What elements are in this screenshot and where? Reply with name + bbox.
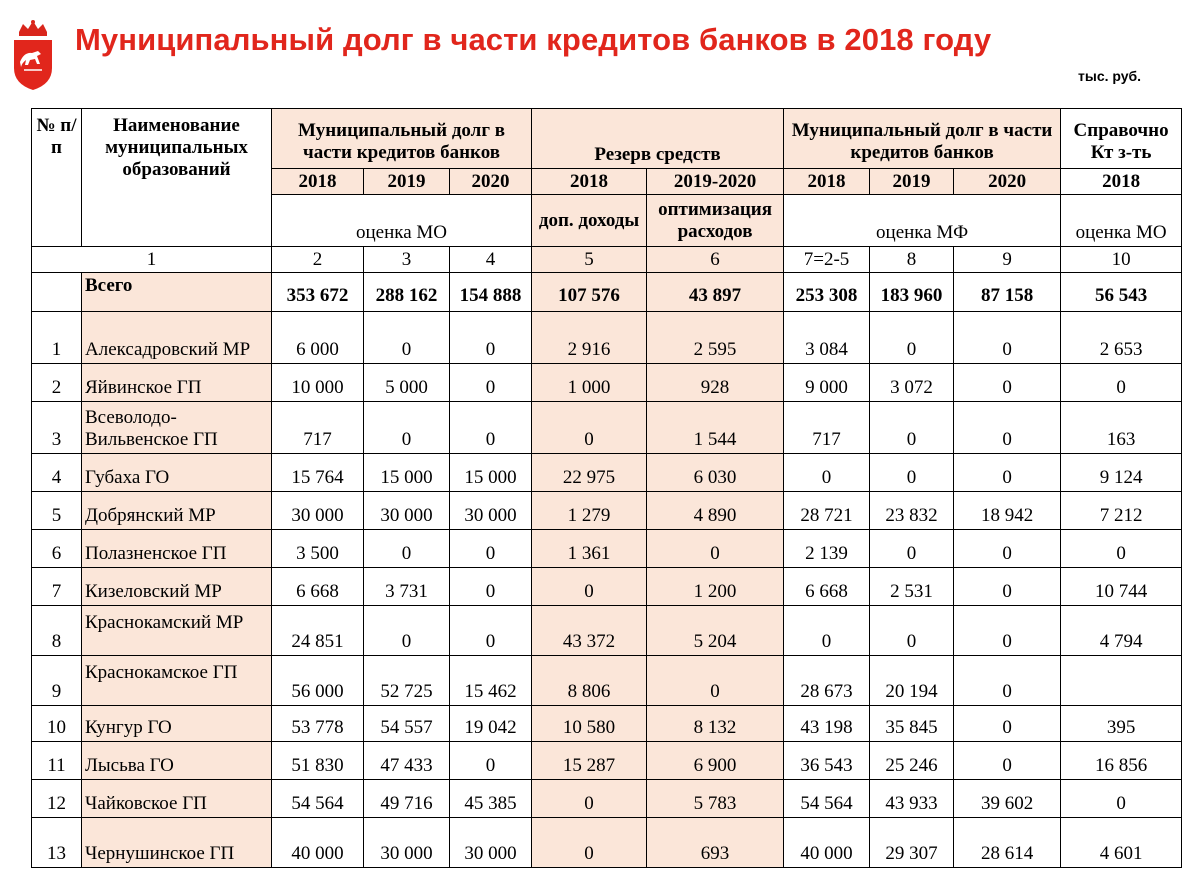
municipality-name: Кунгур ГО bbox=[82, 706, 272, 742]
year-cell: 2018 bbox=[532, 169, 647, 195]
value-cell: 5 783 bbox=[647, 780, 784, 818]
municipality-name: Губаха ГО bbox=[82, 454, 272, 492]
value-cell: 0 bbox=[954, 530, 1061, 568]
value-cell: 6 668 bbox=[272, 568, 364, 606]
table-row bbox=[32, 364, 1182, 402]
value-cell: 717 bbox=[784, 402, 870, 454]
value-cell: 22 975 bbox=[532, 454, 647, 492]
total-value: 183 960 bbox=[870, 273, 954, 312]
value-cell: 9 000 bbox=[784, 364, 870, 402]
coat-of-arms-emblem bbox=[10, 18, 56, 92]
table-row bbox=[32, 818, 1182, 868]
value-cell: 0 bbox=[450, 312, 532, 364]
value-cell: 0 bbox=[954, 706, 1061, 742]
value-cell: 928 bbox=[647, 364, 784, 402]
value-cell: 47 433 bbox=[364, 742, 450, 780]
value-cell: 0 bbox=[450, 402, 532, 454]
row-number: 10 bbox=[32, 706, 82, 742]
subheader-mo-estimate: оценка МО bbox=[1061, 195, 1182, 247]
value-cell: 0 bbox=[364, 402, 450, 454]
row-number: 3 bbox=[32, 402, 82, 454]
value-cell: 2 595 bbox=[647, 312, 784, 364]
page-title: Муниципальный долг в части кредитов банков в 2018 году bbox=[75, 22, 992, 57]
row-number: 1 bbox=[32, 312, 82, 364]
value-cell: 0 bbox=[870, 454, 954, 492]
value-cell: 0 bbox=[784, 606, 870, 656]
municipality-name: Чайковское ГП bbox=[82, 780, 272, 818]
year-cell: 2020 bbox=[450, 169, 532, 195]
value-cell: 8 132 bbox=[647, 706, 784, 742]
subheader-mo-estimate: оценка МО bbox=[272, 195, 532, 247]
municipality-name: Краснокамский МР bbox=[82, 606, 272, 656]
value-cell: 4 601 bbox=[1061, 818, 1182, 868]
table-row bbox=[32, 402, 1182, 454]
table-row bbox=[32, 606, 1182, 656]
value-cell: 0 bbox=[784, 454, 870, 492]
subheader-extra-income: доп. доходы bbox=[532, 195, 647, 247]
table-row bbox=[32, 492, 1182, 530]
value-cell: 10 000 bbox=[272, 364, 364, 402]
subheader-optimization: оптимизация расходов bbox=[647, 195, 784, 247]
table-row bbox=[32, 454, 1182, 492]
value-cell: 0 bbox=[647, 656, 784, 706]
value-cell: 10 580 bbox=[532, 706, 647, 742]
value-cell: 0 bbox=[450, 742, 532, 780]
municipality-name: Чернушинское ГП bbox=[82, 818, 272, 868]
value-cell: 16 856 bbox=[1061, 742, 1182, 780]
value-cell: 52 725 bbox=[364, 656, 450, 706]
column-index: 3 bbox=[364, 247, 450, 273]
value-cell: 28 673 bbox=[784, 656, 870, 706]
column-index: 10 bbox=[1061, 247, 1182, 273]
value-cell: 0 bbox=[450, 364, 532, 402]
total-value: 56 543 bbox=[1061, 273, 1182, 312]
column-index: 4 bbox=[450, 247, 532, 273]
value-cell: 6 000 bbox=[272, 312, 364, 364]
header-name: Наименование муниципальных образований bbox=[82, 109, 272, 247]
value-cell: 0 bbox=[364, 312, 450, 364]
municipality-name: Кизеловский МР bbox=[82, 568, 272, 606]
value-cell: 25 246 bbox=[870, 742, 954, 780]
value-cell: 8 806 bbox=[532, 656, 647, 706]
value-cell: 3 731 bbox=[364, 568, 450, 606]
value-cell: 2 653 bbox=[1061, 312, 1182, 364]
value-cell: 36 543 bbox=[784, 742, 870, 780]
value-cell: 23 832 bbox=[870, 492, 954, 530]
row-number: 5 bbox=[32, 492, 82, 530]
value-cell: 395 bbox=[1061, 706, 1182, 742]
value-cell: 20 194 bbox=[870, 656, 954, 706]
total-value: 154 888 bbox=[450, 273, 532, 312]
municipality-name: Всеволодо-Вильвенское ГП bbox=[82, 402, 272, 454]
year-cell: 2019 bbox=[870, 169, 954, 195]
value-cell: 15 000 bbox=[450, 454, 532, 492]
value-cell: 4 794 bbox=[1061, 606, 1182, 656]
value-cell: 40 000 bbox=[784, 818, 870, 868]
value-cell: 0 bbox=[647, 530, 784, 568]
column-index: 6 bbox=[647, 247, 784, 273]
value-cell: 54 557 bbox=[364, 706, 450, 742]
column-index: 8 bbox=[870, 247, 954, 273]
value-cell: 30 000 bbox=[450, 818, 532, 868]
value-cell: 54 564 bbox=[784, 780, 870, 818]
year-cell: 2018 bbox=[784, 169, 870, 195]
row-number: 9 bbox=[32, 656, 82, 706]
value-cell: 6 900 bbox=[647, 742, 784, 780]
value-cell: 43 933 bbox=[870, 780, 954, 818]
municipality-name: Лысьва ГО bbox=[82, 742, 272, 780]
debt-table bbox=[31, 108, 1182, 868]
table-row bbox=[32, 312, 1182, 364]
value-cell: 0 bbox=[954, 454, 1061, 492]
municipality-name: Добрянский МР bbox=[82, 492, 272, 530]
value-cell: 43 372 bbox=[532, 606, 647, 656]
value-cell: 1 544 bbox=[647, 402, 784, 454]
value-cell: 30 000 bbox=[272, 492, 364, 530]
subheader-mf-estimate: оценка МФ bbox=[784, 195, 1061, 247]
total-value: 253 308 bbox=[784, 273, 870, 312]
total-value: 87 158 bbox=[954, 273, 1061, 312]
column-index: 5 bbox=[532, 247, 647, 273]
column-index: 9 bbox=[954, 247, 1061, 273]
value-cell: 0 bbox=[532, 402, 647, 454]
value-cell: 3 072 bbox=[870, 364, 954, 402]
value-cell: 30 000 bbox=[364, 492, 450, 530]
column-index: 2 bbox=[272, 247, 364, 273]
value-cell: 2 139 bbox=[784, 530, 870, 568]
row-number: 2 bbox=[32, 364, 82, 402]
table-row bbox=[32, 742, 1182, 780]
value-cell: 717 bbox=[272, 402, 364, 454]
value-cell: 15 287 bbox=[532, 742, 647, 780]
value-cell: 0 bbox=[954, 742, 1061, 780]
value-cell: 0 bbox=[450, 606, 532, 656]
value-cell: 0 bbox=[954, 402, 1061, 454]
table-row bbox=[32, 530, 1182, 568]
value-cell bbox=[1061, 656, 1182, 706]
table-row bbox=[32, 780, 1182, 818]
value-cell: 53 778 bbox=[272, 706, 364, 742]
value-cell: 15 462 bbox=[450, 656, 532, 706]
row-number: 6 bbox=[32, 530, 82, 568]
value-cell: 51 830 bbox=[272, 742, 364, 780]
value-cell: 1 200 bbox=[647, 568, 784, 606]
value-cell: 0 bbox=[450, 530, 532, 568]
value-cell: 24 851 bbox=[272, 606, 364, 656]
value-cell: 0 bbox=[870, 530, 954, 568]
header-debt-mo: Муниципальный долг в части кредитов банков bbox=[272, 109, 532, 169]
value-cell: 0 bbox=[1061, 530, 1182, 568]
row-number: 4 bbox=[32, 454, 82, 492]
total-value: 43 897 bbox=[647, 273, 784, 312]
total-value: 353 672 bbox=[272, 273, 364, 312]
header-debt-mf: Муниципальный долг в части кредитов банков bbox=[784, 109, 1061, 169]
value-cell: 10 744 bbox=[1061, 568, 1182, 606]
value-cell: 7 212 bbox=[1061, 492, 1182, 530]
value-cell: 0 bbox=[364, 530, 450, 568]
value-cell: 0 bbox=[532, 780, 647, 818]
value-cell: 0 bbox=[870, 606, 954, 656]
year-cell: 2020 bbox=[954, 169, 1061, 195]
units-label: тыс. руб. bbox=[1078, 68, 1142, 84]
value-cell: 18 942 bbox=[954, 492, 1061, 530]
value-cell: 5 204 bbox=[647, 606, 784, 656]
year-cell: 2018 bbox=[1061, 169, 1182, 195]
year-cell: 2018 bbox=[272, 169, 364, 195]
value-cell: 49 716 bbox=[364, 780, 450, 818]
year-cell: 2019 bbox=[364, 169, 450, 195]
column-index: 7=2-5 bbox=[784, 247, 870, 273]
value-cell: 4 890 bbox=[647, 492, 784, 530]
value-cell: 1 279 bbox=[532, 492, 647, 530]
row-number: 8 bbox=[32, 606, 82, 656]
value-cell: 0 bbox=[532, 818, 647, 868]
row-number: 7 bbox=[32, 568, 82, 606]
year-cell: 2019-2020 bbox=[647, 169, 784, 195]
value-cell: 0 bbox=[870, 402, 954, 454]
municipality-name: Краснокамское ГП bbox=[82, 656, 272, 706]
header-reference: Справочно Кт з-ть bbox=[1061, 109, 1182, 169]
value-cell: 54 564 bbox=[272, 780, 364, 818]
total-value: 107 576 bbox=[532, 273, 647, 312]
total-row bbox=[32, 273, 1182, 312]
municipality-name: Алексадровский МР bbox=[82, 312, 272, 364]
value-cell: 15 000 bbox=[364, 454, 450, 492]
value-cell: 163 bbox=[1061, 402, 1182, 454]
total-label: Всего bbox=[82, 273, 272, 312]
value-cell: 39 602 bbox=[954, 780, 1061, 818]
value-cell: 28 721 bbox=[784, 492, 870, 530]
value-cell: 56 000 bbox=[272, 656, 364, 706]
row-number: 12 bbox=[32, 780, 82, 818]
value-cell: 1 361 bbox=[532, 530, 647, 568]
value-cell: 0 bbox=[954, 656, 1061, 706]
value-cell: 0 bbox=[954, 364, 1061, 402]
value-cell: 29 307 bbox=[870, 818, 954, 868]
value-cell: 35 845 bbox=[870, 706, 954, 742]
value-cell: 3 084 bbox=[784, 312, 870, 364]
table-row bbox=[32, 568, 1182, 606]
value-cell: 15 764 bbox=[272, 454, 364, 492]
value-cell: 40 000 bbox=[272, 818, 364, 868]
value-cell: 28 614 bbox=[954, 818, 1061, 868]
value-cell: 3 500 bbox=[272, 530, 364, 568]
value-cell: 43 198 bbox=[784, 706, 870, 742]
value-cell: 0 bbox=[450, 568, 532, 606]
value-cell: 2 531 bbox=[870, 568, 954, 606]
header-number: № п/п bbox=[32, 109, 82, 247]
value-cell: 30 000 bbox=[450, 492, 532, 530]
value-cell: 45 385 bbox=[450, 780, 532, 818]
header-reserve: Резерв средств bbox=[532, 109, 784, 169]
municipality-name: Яйвинское ГП bbox=[82, 364, 272, 402]
municipality-name: Полазненское ГП bbox=[82, 530, 272, 568]
value-cell: 6 030 bbox=[647, 454, 784, 492]
value-cell: 9 124 bbox=[1061, 454, 1182, 492]
value-cell: 19 042 bbox=[450, 706, 532, 742]
value-cell: 0 bbox=[532, 568, 647, 606]
value-cell: 693 bbox=[647, 818, 784, 868]
value-cell: 0 bbox=[1061, 780, 1182, 818]
table-row bbox=[32, 706, 1182, 742]
total-value: 288 162 bbox=[364, 273, 450, 312]
value-cell: 0 bbox=[870, 312, 954, 364]
value-cell: 30 000 bbox=[364, 818, 450, 868]
value-cell: 1 000 bbox=[532, 364, 647, 402]
value-cell: 0 bbox=[1061, 364, 1182, 402]
value-cell: 0 bbox=[954, 606, 1061, 656]
value-cell: 0 bbox=[954, 312, 1061, 364]
value-cell: 2 916 bbox=[532, 312, 647, 364]
column-index: 1 bbox=[32, 247, 272, 273]
table-row bbox=[32, 656, 1182, 706]
row-number: 11 bbox=[32, 742, 82, 780]
value-cell: 0 bbox=[954, 568, 1061, 606]
value-cell: 5 000 bbox=[364, 364, 450, 402]
value-cell: 6 668 bbox=[784, 568, 870, 606]
row-number: 13 bbox=[32, 818, 82, 868]
value-cell: 0 bbox=[364, 606, 450, 656]
